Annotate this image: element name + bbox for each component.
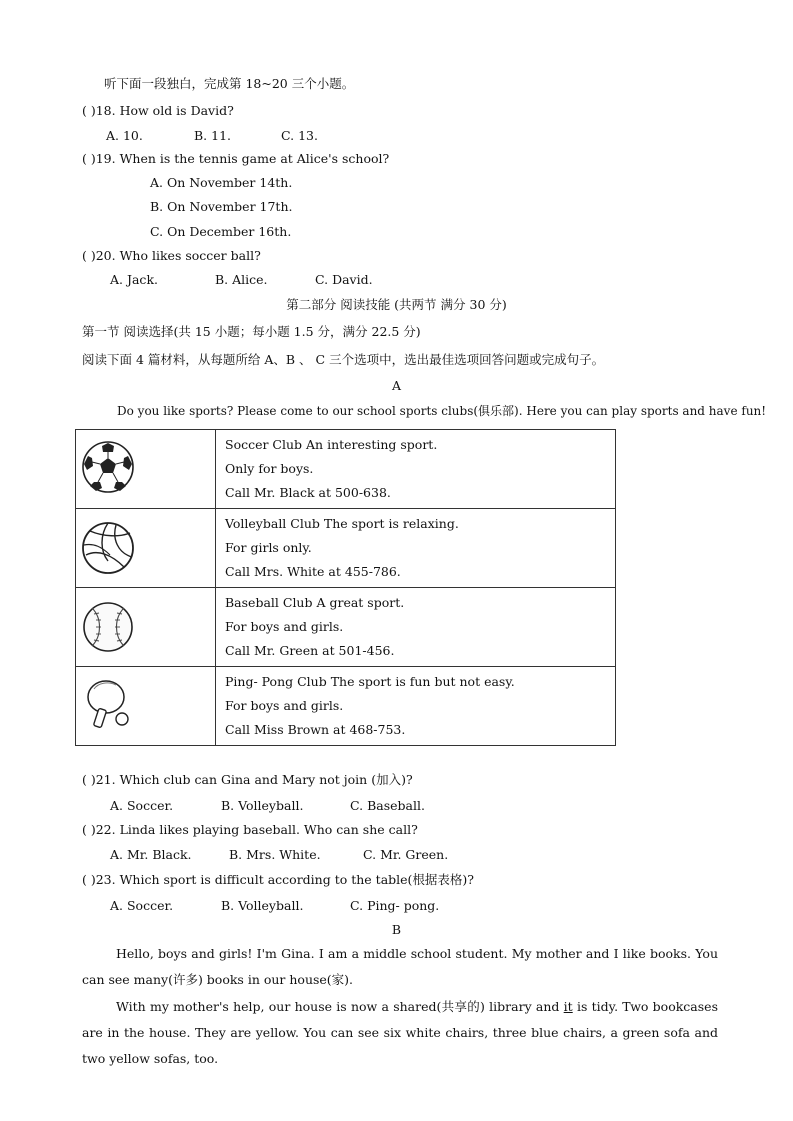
club-eligibility-line: For boys and girls. [225,619,344,634]
question-22-option-c: C. Mr. Green. [363,847,449,862]
reading-instruction: 阅读下面 4 篇材料，从每题所给 A、B 、 C 三个选项中，选出最佳选项回答问题或完成句子。 [82,352,605,367]
club-name-line: Volleyball Club The sport is relaxing. [225,516,459,531]
question-22-option-a: A. Mr. Black. [110,847,192,862]
club-name-line: Baseball Club A great sport. [225,595,405,610]
club-icon-cell [76,588,216,667]
question-23-option-b: B. Volleyball. [221,898,304,913]
question-18-option-a: A. 10. [106,128,143,143]
question-18: ( )18. How old is David? [82,103,234,118]
club-contact-line: Call Mr. Green at 501-456. [225,643,395,658]
paragraph-2-end: is tidy. Two bookcases are in the house. They are yellow. You can see six white chairs, three blue chairs, a green sofa and two yellow sofas, too. [82,999,718,1066]
question-23-option-c: C. Ping- pong. [350,898,440,913]
question-21-option-c: C. Baseball. [350,798,425,813]
question-21: ( )21. Which club can Gina and Mary not join (加入)? [82,772,413,787]
question-22-option-b: B. Mrs. White. [229,847,321,862]
ping-pong-icon [80,673,136,735]
question-18-option-b: B. 11. [194,128,232,143]
question-18-option-c: C. 13. [281,128,318,143]
soccer-ball-icon [80,436,136,498]
club-icon-cell [76,430,216,509]
listening-instruction: 听下面一段独白，完成第 18~20 三个小题。 [104,76,355,91]
part2-title: 第二部分 阅读技能 (共两节 满分 30 分) [286,297,507,312]
question-21-option-b: B. Volleyball. [221,798,304,813]
question-22: ( )22. Linda likes playing baseball. Who can she call? [82,822,418,837]
table-row [76,588,616,667]
baseball-icon [80,594,136,656]
question-20-option-c: C. David. [315,272,373,287]
passage-b-label: B [391,922,402,937]
question-19-option-a: A. On November 14th. [150,175,293,190]
club-eligibility-line: For girls only. [225,540,312,555]
club-icon-cell [76,667,216,746]
club-name-line: Ping- Pong Club The sport is fun but not easy. [225,674,515,689]
club-icon-cell [76,509,216,588]
question-20-option-a: A. Jack. [110,272,158,287]
club-contact-line: Call Mrs. White at 455-786. [225,564,401,579]
clubs-table [75,429,616,746]
passage-b-paragraph-2 [82,994,718,1072]
question-20: ( )20. Who likes soccer ball? [82,248,261,263]
question-21-option-a: A. Soccer. [110,798,174,813]
passage-b-paragraph-1: Hello, boys and girls! I'm Gina. I am a middle school student. My mother and I like books. You can see many(许多) books in our house(家). [82,946,718,987]
club-contact-line: Call Miss Brown at 468-753. [225,722,406,737]
section1-heading: 第一节 阅读选择(共 15 小题；每小题 1.5 分，满分 22.5 分) [82,324,421,339]
underlined-word: it [563,999,573,1014]
club-name-line: Soccer Club An interesting sport. [225,437,438,452]
club-info-cell [216,667,616,746]
question-19-option-c: C. On December 16th. [150,224,292,239]
club-info-cell [216,588,616,667]
question-19: ( )19. When is the tennis game at Alice's school? [82,151,390,166]
volleyball-icon [80,515,136,577]
club-info-cell [216,509,616,588]
passage-a-intro: Do you like sports? Please come to our school sports clubs(俱乐部). Here you can play sports and have fun! [117,404,767,418]
club-contact-line: Call Mr. Black at 500-638. [225,485,391,500]
passage-a-label: A [391,378,402,393]
question-23-option-a: A. Soccer. [110,898,174,913]
table-row [76,509,616,588]
club-eligibility-line: Only for boys. [225,461,314,476]
question-19-option-b: B. On November 17th. [150,199,293,214]
table-row [76,667,616,746]
question-23: ( )23. Which sport is difficult according to the table(根据表格)? [82,872,474,887]
question-20-option-b: B. Alice. [215,272,268,287]
paragraph-2-start: With my mother's help, our house is now a shared(共享的) library and [116,999,564,1014]
club-eligibility-line: For boys and girls. [225,698,344,713]
table-row [76,430,616,509]
club-info-cell [216,430,616,509]
